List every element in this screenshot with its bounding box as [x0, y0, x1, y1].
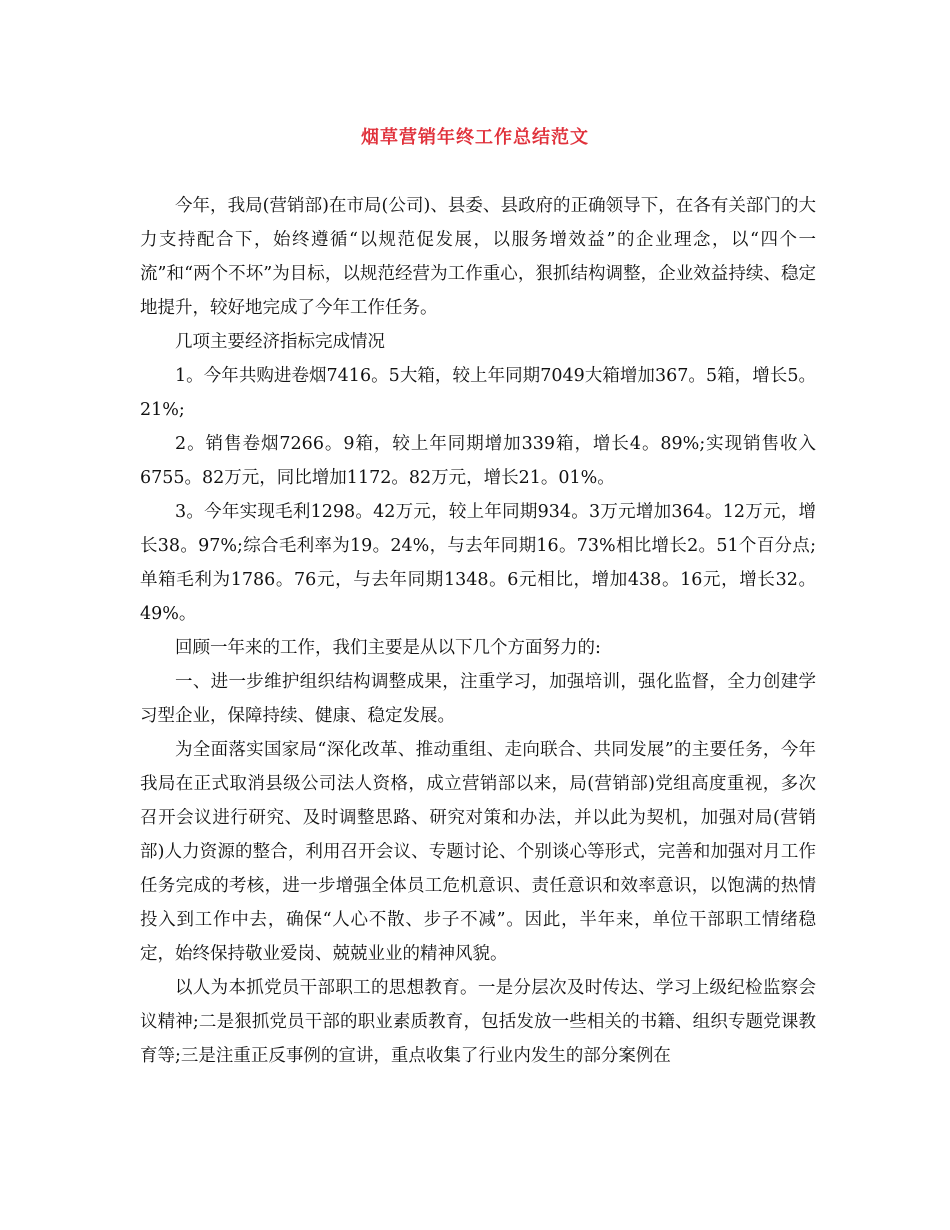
document-body — [140, 189, 816, 1073]
paragraph-section-1-heading: 一、进一步维护组织结构调整成果，注重学习，加强培训，强化监督，全力创建学习型企业，保障持续、健康、稳定发展。 — [140, 672, 816, 726]
paragraph-indicator-2: 2。销售卷烟7266。9箱，较上年同期增加339箱，增长4。89%;实现销售收入6755。82万元，同比增加1172。82万元，增长21。01%。 — [140, 434, 816, 488]
paragraph-education: 以人为本抓党员干部职工的思想教育。一是分层次及时传达、学习上级纪检监察会议精神;二是狠抓党员干部的职业素质教育，包括发放一些相关的书籍、组织专题党课教育等;三是注重正反事例的宣讲，重点收集了行业内发生的部分案例在 — [140, 978, 816, 1066]
paragraph-indicator-3: 3。今年实现毛利1298。42万元，较上年同期934。3万元增加364。12万元，增长38。97%;综合毛利率为19。24%，与去年同期16。73%相比增长2。51个百分点;单箱毛利为1786。76元，与去年同期1348。6元相比，增加438。16元，增长32。49%。 — [140, 502, 816, 624]
paragraph-indicators-heading: 几项主要经济指标完成情况 — [175, 332, 385, 352]
paragraph-review: 回顾一年来的工作，我们主要是从以下几个方面努力的: — [175, 638, 601, 658]
paragraph-indicator-1: 1。今年共购进卷烟7416。5大箱，较上年同期7049大箱增加367。5箱，增长5。21%; — [140, 366, 816, 420]
paragraph-intro: 今年，我局(营销部)在市局(公司)、县委、县政府的正确领导下，在各有关部门的大力支持配合下，始终遵循“以规范促发展，以服务增效益”的企业理念，以“四个一流”和“两个不坏”为目标，以规范经营为工作重心，狠抓结构调整，企业效益持续、稳定地提升，较好地完成了今年工作任务。 — [140, 196, 816, 318]
paragraph-section-1-body: 为全面落实国家局“深化改革、推动重组、走向联合、共同发展”的主要任务，今年我局在正式取消县级公司法人资格，成立营销部以来，局(营销部)党组高度重视，多次召开会议进行研究、及时调整思路、研究对策和办法，并以此为契机，加强对局(营销部)人力资源的整合，利用召开会议、专题讨论、个别谈心等形式，完善和加强对月工作任务完成的考核，进一步增强全体员工危机意识、责任意识和效率意识，以饱满的热情投入到工作中去，确保“人心不散、步子不减”。因此，半年来，单位干部职工情绪稳定，始终保持敬业爱岗、兢兢业业的精神风貌。 — [140, 740, 816, 964]
document-title: 烟草营销年终工作总结范文 — [361, 127, 589, 148]
